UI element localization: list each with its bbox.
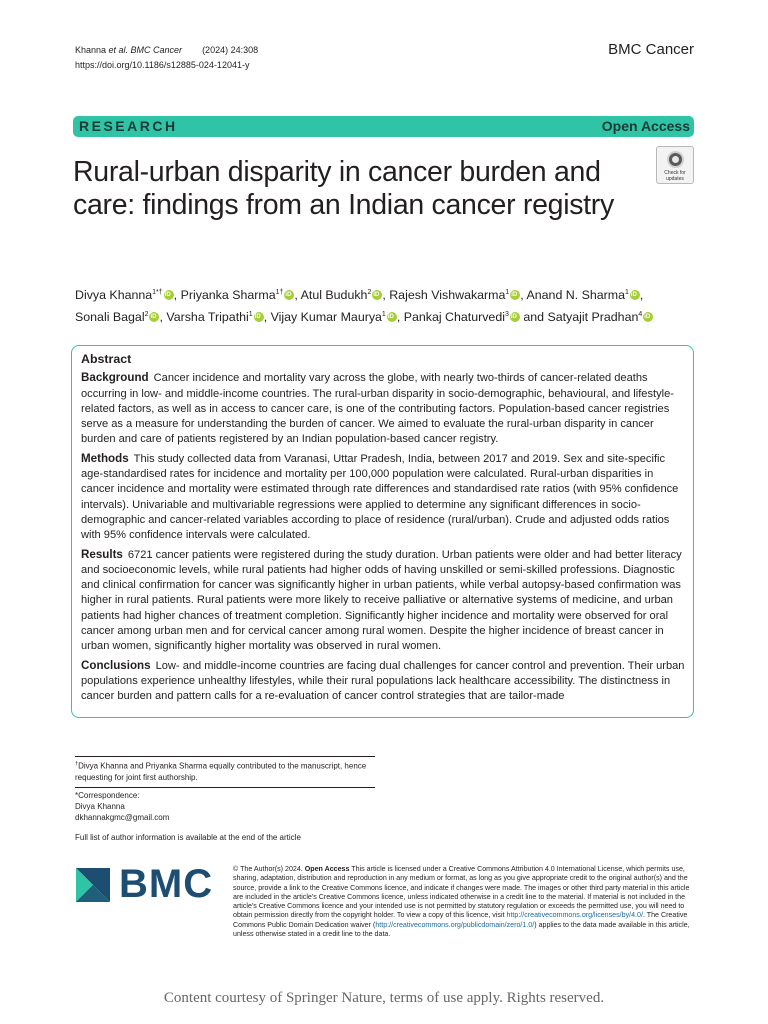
article-title: Rural-urban disparity in cancer burden and care: findings from an Indian cancer registry — [73, 156, 614, 221]
doi-link[interactable]: https://doi.org/10.1186/s12885-024-12041-y — [75, 60, 250, 70]
footnote-divider — [75, 756, 375, 757]
equal-contribution-note — [75, 759, 375, 783]
citation-authors: Khanna — [75, 45, 109, 55]
author[interactable] — [527, 288, 644, 302]
abstract-section-text: 6721 cancer patients were registered during the study duration. Urban patients were older and had better literacy and socioeconomic levels, while rural patients had higher odds of having unskilled or semi-skilled professions. Diagnostic and clinical confirmation for cancer was significantly higher in urban patients, while verbal autopsy-based confirmation was higher in rural patients. Rural patients were more likely to receive palliative or alternative systems of medicine, and urban patients had higher chances of treatment completion. Significantly higher incidence and mortality were observed for oral cancer among urban men and for cervical cancer among rural women. Despite the higher incidence of breast cancer in urban women, significantly higher mortality was observed in rural women. — [81, 548, 682, 653]
correspondence-name: Divya Khanna — [75, 802, 125, 811]
correspondence-block — [75, 790, 375, 823]
cc-by-link[interactable]: http://creativecommons.org/licenses/by/4.0/ — [506, 911, 643, 920]
citation-block — [75, 43, 258, 73]
abstract-section-head: Results — [81, 547, 123, 561]
courtesy-note: Content courtesy of Springer Nature, terms of use apply. Rights reserved. — [163, 990, 605, 1006]
abstract-methods — [81, 451, 685, 544]
author-separator: , — [382, 288, 390, 303]
article-type-banner — [73, 116, 694, 137]
author[interactable] — [389, 288, 526, 302]
license-open-access: Open Access — [304, 865, 350, 873]
bmc-logo-icon — [76, 868, 110, 902]
author-name: Priyanka Sharma — [180, 288, 276, 303]
author[interactable] — [75, 310, 166, 324]
orcid-icon[interactable] — [510, 290, 520, 300]
author-name: Satyajit Pradhan — [547, 310, 639, 325]
author-separator: and — [519, 310, 548, 325]
author-affiliation: 1*† — [152, 289, 163, 296]
check-for-updates-button[interactable] — [656, 146, 694, 184]
author[interactable] — [181, 288, 301, 302]
author[interactable] — [271, 310, 404, 324]
author-info-note: Full list of author information is available at the end of the article — [75, 833, 301, 842]
author-name: Pankaj Chaturvedi — [403, 310, 505, 325]
author-separator: , — [263, 310, 271, 325]
author-list — [75, 283, 695, 327]
orcid-icon[interactable] — [164, 290, 174, 300]
author-name: Rajesh Vishwakarma — [389, 288, 506, 303]
abstract-section-head: Methods — [81, 451, 129, 465]
citation-journal: et al. BMC Cancer — [108, 45, 183, 55]
copyright-text: © The Author(s) 2024. — [233, 865, 303, 873]
orcid-icon[interactable] — [254, 312, 264, 322]
abstract-section-text: Low- and middle-income countries are facing dual challenges for cancer control and prevention. Their urban populations experience unhealthy lifestyles, while their rural populations lack healthcare accessibility. The distinctness in cancer burden and pattern calls for a re-evaluation of cancer control strategies that are tailor-made — [81, 659, 685, 703]
author-affiliation: 4 — [638, 311, 643, 319]
author[interactable] — [166, 310, 270, 324]
orcid-icon[interactable] — [630, 290, 640, 300]
author-affiliation: 2 — [367, 289, 372, 296]
journal-name: BMC Cancer — [608, 41, 694, 58]
orcid-icon[interactable] — [284, 290, 294, 300]
author-name: Divya Khanna — [75, 288, 153, 303]
author-name: Vijay Kumar Maurya — [270, 310, 382, 325]
orcid-icon[interactable] — [372, 290, 382, 300]
citation-volume: (2024) 24:308 — [202, 45, 259, 55]
author[interactable] — [301, 288, 390, 302]
author-affiliation: 2 — [144, 311, 149, 319]
check-for-updates-icon — [667, 151, 684, 168]
abstract-heading: Abstract — [81, 352, 132, 366]
abstract-section-text: Cancer incidence and mortality vary across the globe, with nearly two-thirds of cancer-related deaths occurring in low- and middle-income countries. The rural-urban disparity in socio-demographic, behavioural, and lifestyle-related factors, as well as in access to cancer care, is one of the contributing factors. Population-based cancer registries serve as a measure for understanding the burden of cancer. We aimed to evaluate the rural-urban disparity in cancer burden and care of patients registered by an Indian population-based cancer registry. — [81, 372, 674, 446]
correspondence-label: *Correspondence: — [75, 791, 140, 800]
open-access-label: Open Access — [601, 118, 690, 134]
orcid-icon[interactable] — [149, 312, 159, 322]
author-name: Anand N. Sharma — [526, 288, 625, 303]
author-separator: , — [173, 288, 181, 303]
footnote-marker: † — [75, 761, 79, 767]
author-affiliation: 1 — [505, 289, 510, 296]
author-name: Atul Budukh — [300, 288, 368, 303]
abstract-section-head: Background — [81, 371, 149, 385]
license-body-3: ) applies to the data made available in this article, unless otherwise stated in a credit line to the data. — [233, 920, 690, 939]
equal-contribution-text: Divya Khanna and Priyanka Sharma equally contributed to the manuscript, hence requesting for joint first authorship. — [75, 761, 367, 782]
abstract-section-text: This study collected data from Varanasi, Uttar Pradesh, India, between 2017 and 2019. Sex and site-specific age-standardised rates for incidence and mortality per 100,000 population were calculated. Rural-urban disparities in cancer incidence and mortality were estimated through rate differences and standardised rate ratios (with 95% confidence intervals). Univariable and multivariable regressions were applied to determine any significant differences in socio-demographic and cancer-related variables according to place of residence (rural/urban). Crude and adjusted odds ratios with 95% confidence intervals were calculated. — [81, 452, 679, 542]
license-body-2: . The Creative Commons Public Domain Dedication waiver ( — [233, 911, 688, 929]
author-affiliation: 1 — [625, 289, 629, 296]
check-for-updates-label: Check for updates — [664, 170, 686, 182]
author-affiliation: 1† — [275, 289, 284, 296]
author[interactable] — [404, 310, 548, 324]
author-separator: , — [639, 288, 644, 303]
author-affiliation: 3 — [504, 311, 509, 319]
license-text — [233, 865, 696, 939]
license-body: This article is licensed under a Creative Commons Attribution 4.0 International License, which permits use, sharing, adaptation, distribution and reproduction in any medium or format, as long as you give appropriate credit to the original author(s) and the source, provide a link to the Creative Commons licence, and indicate if changes were made. The images or other third party material in this article are included in the article's Creative Commons licence, unless indicated otherwise in a credit line to the material. If material is not included in the article's Creative Commons licence and your intended use is not permitted by statutory regulation or exceeds the permitted use, you will need to obtain permission directly from the copyright holder. To view a copy of this licence, visit — [233, 865, 690, 920]
author-separator: , — [294, 288, 301, 303]
author-separator: , — [159, 310, 167, 325]
author[interactable] — [75, 288, 181, 302]
author-separator: , — [396, 310, 404, 325]
author-affiliation: 1 — [381, 311, 386, 319]
abstract-box — [71, 345, 694, 718]
author-name: Sonali Bagal — [75, 310, 145, 325]
abstract-results — [81, 547, 685, 655]
bmc-logo-text: BMC — [119, 862, 214, 906]
abstract-background — [81, 370, 685, 447]
abstract-conclusions — [81, 658, 685, 705]
footnote-divider — [75, 787, 375, 788]
cc-zero-link[interactable]: http://creativecommons.org/publicdomain/zero/1.0/ — [375, 920, 535, 929]
orcid-icon[interactable] — [643, 312, 653, 322]
orcid-icon[interactable] — [387, 312, 397, 322]
article-type-label: RESEARCH — [79, 118, 178, 134]
author[interactable] — [547, 310, 653, 324]
author-name: Varsha Tripathi — [166, 310, 249, 325]
abstract-section-head: Conclusions — [81, 658, 151, 672]
author-separator: , — [520, 288, 527, 303]
author-affiliation: 1 — [248, 311, 253, 319]
correspondence-email[interactable]: dkhannakgmc@gmail.com — [75, 813, 170, 822]
orcid-icon[interactable] — [510, 312, 520, 322]
